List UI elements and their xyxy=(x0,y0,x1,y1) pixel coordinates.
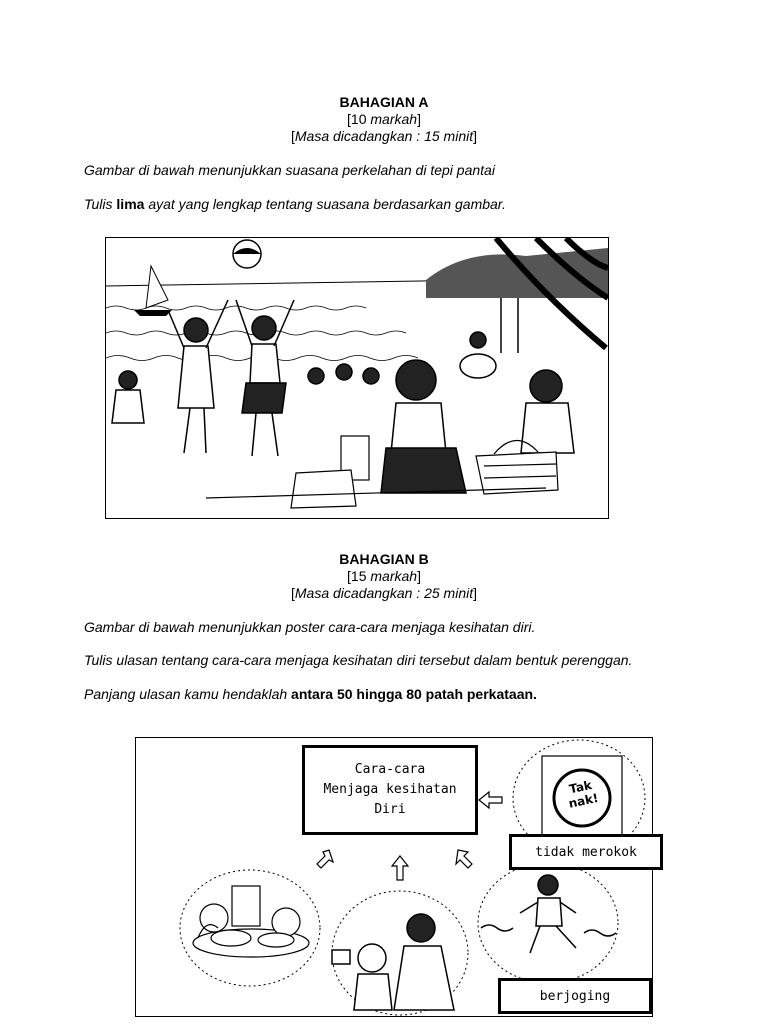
section-a-marks: [10 markah] xyxy=(347,111,421,127)
poster-title-box xyxy=(302,745,478,835)
poster-title-line-2: Menjaga kesihatan xyxy=(323,782,457,797)
poster-title-line-3: Diri xyxy=(374,802,406,817)
section-a-title: BAHAGIAN A xyxy=(339,94,429,110)
section-a-instruction-2: Tulis lima ayat yang lengkap tentang suasana berdasarkan gambar. xyxy=(84,196,506,212)
section-b-title: BAHAGIAN B xyxy=(339,551,429,567)
health-poster xyxy=(135,737,653,1017)
label-tidak-merokok xyxy=(509,834,663,870)
label-tidak-merokok-text: tidak merokok xyxy=(535,844,637,860)
sign-text-line-2: nak! xyxy=(567,790,600,811)
section-a-time: [Masa dicadangkan : 15 minit] xyxy=(291,128,477,144)
section-b-marks: [15 markah] xyxy=(347,568,421,584)
poster-title-line-1: Cara-cara xyxy=(354,762,426,777)
section-b-time: [Masa dicadangkan : 25 minit] xyxy=(291,585,477,601)
beach-picnic-illustration xyxy=(105,237,609,519)
label-berjoging xyxy=(498,978,652,1014)
sign-text-line-1: Tak xyxy=(567,777,594,797)
section-b-instruction-3: Panjang ulasan kamu hendaklah antara 50 hingga 80 patah perkataan. xyxy=(84,686,537,702)
section-b-instruction-2: Tulis ulasan tentang cara-cara menjaga kesihatan diri tersebut dalam bentuk perenggan. xyxy=(84,652,633,668)
section-b-instruction-1: Gambar di bawah menunjukkan poster cara-cara menjaga kesihatan diri. xyxy=(84,619,536,635)
label-berjoging-text: berjoging xyxy=(539,988,611,1004)
section-a-instruction-1: Gambar di bawah menunjukkan suasana perkelahan di tepi pantai xyxy=(84,162,495,178)
